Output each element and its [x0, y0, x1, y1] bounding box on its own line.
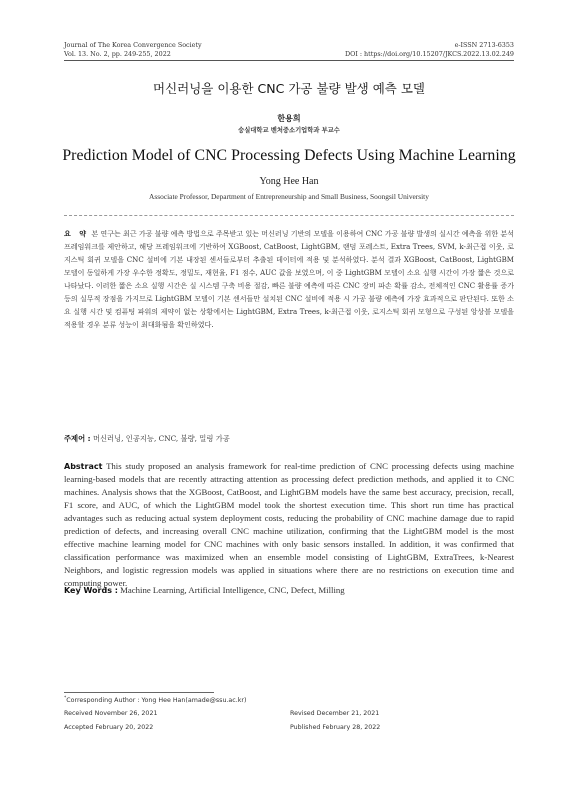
keywords-korean-label: 주제어 :	[64, 434, 91, 443]
section-divider	[64, 215, 514, 216]
title-english: Prediction Model of CNC Processing Defects Using Machine Learning	[62, 147, 516, 164]
footnote-rule	[64, 692, 214, 693]
author-korean: 한용희	[277, 114, 301, 123]
title-korean: 머신러닝을 이용한 CNC 가공 불량 발생 예측 모델	[153, 81, 425, 96]
revised-date: Revised December 21, 2021	[290, 710, 380, 717]
corresponding-mark: *	[64, 696, 67, 701]
abstract-english-text: This study proposed an analysis framework for real-time prediction of CNC processing defects using machine learning-based models that are recently attracting attention as processing defect prediction methods, and applied it to CNC machines. Analysis shows that the XGBoost, CatBoost, and LightGBM models have the same best accuracy, precision, recall, F1 score, and AUC, of which the LightGBM model took the shortest execution time. This short run time has practical advantages such as reducing actual system deployment costs, reducing the probability of CNC machine damage due to rapid prediction of defects, and increasing overall CNC machine utilization, confirming that the LightGBM model is the most effective machine learning model for CNC machines with only basic sensors installed. In addition, it was confirmed that classification performance was maximized when an ensemble model consisting of LightGBM, ExtraTrees, k-Nearest Neighbors, and logistic regression models was applied in situations where there are no restrictions on execution time and computing power.	[64, 461, 514, 588]
keywords-korean-text: 머신러닝, 인공지능, CNC, 불량, 밀링 가공	[92, 434, 230, 443]
header-right	[345, 41, 514, 58]
corresponding-author-text: Corresponding Author : Yong Hee Han(amade@ssu.ac.kr)	[66, 697, 247, 705]
abstract-korean-label: 요 약	[64, 229, 90, 238]
journal-doi: DOI : https://doi.org/10.15207/JKCS.2022.13.02.249	[344, 49, 514, 58]
header-rule	[64, 60, 514, 61]
abstract-korean-text: 본 연구는 최근 가공 불량 예측 방법으로 주목받고 있는 머신러닝 기반의 모델을 이용하여 CNC 가공 불량 발생의 실시간 예측을 위한 분석 프레임워크를 제안하고, 해당 프레임워크에 기반하여 XGBoost, CatBoost, LightGBM, 랜덤 포레스트, Extra Trees, SVM, k-최근접 이웃, 로지스틱 회귀 모델을 CNC 설비에 기본 내장된 센서들로부터 추출된 데이터에 적용 및 분석하였다. 분석 결과 XGBoost, CatBoost, LightGBM 모델이 동일하게 가장 우수한 정확도, 정밀도, 재현율, F1 점수, AUC 값을 보였으며, 이 중 LightGBM 모델이 소요 실행 시간이 가장 짧은 것으로 나타났다. 이러한 짧은 소요 실행 시간은 실 시스템 구축 비용 절감, 빠른 불량 예측에 따른 CNC 장비 파손 확률 감소, 전체적인 CNC 활용률 증가 등의 실무적 장점을 가지므로 LightGBM 모델이 기본 센서들만 설치된 CNC 설비에 적용 시 가공 불량 예측에 가장 효과적으로 판단된다. 또한 소요 실행 시간 및 컴퓨팅 파워의 제약이 없는 상황에서는 LightGBM, Extra Trees, k-최근접 이웃, 로지스틱 회귀 모형으로 구성된 앙상블 모델을 적용할 경우 분류 성능이 최대화됨을 확인하였다.	[64, 229, 514, 329]
accepted-date: Accepted February 20, 2022	[64, 724, 154, 731]
abstract-english-label: Abstract	[64, 462, 103, 471]
journal-eissn: e-ISSN 2713-6353	[454, 41, 514, 49]
affiliation-korean: 숭실대학교 벤처중소기업학과 부교수	[238, 127, 340, 134]
published-date: Published February 28, 2022	[290, 724, 381, 731]
abstract-korean	[64, 227, 514, 331]
keywords-korean	[64, 434, 514, 444]
keywords-english	[64, 585, 514, 595]
received-date: Received November 26, 2021	[64, 710, 158, 717]
keywords-english-label: Key Words :	[64, 586, 118, 595]
journal-name: Journal of The Korea Convergence Society	[64, 41, 202, 49]
author-english: Yong Hee Han	[259, 176, 319, 187]
header-left	[64, 41, 202, 58]
affiliation-english: Associate Professor, Department of Entrepreneurship and Small Business, Soongsil University	[149, 192, 429, 201]
keywords-english-text: Machine Learning, Artificial Intelligence, CNC, Defect, Milling	[120, 585, 345, 595]
corresponding-author	[64, 696, 246, 704]
abstract-english	[64, 460, 514, 590]
journal-volume: Vol. 13. No. 2, pp. 249-255, 2022	[64, 49, 171, 58]
